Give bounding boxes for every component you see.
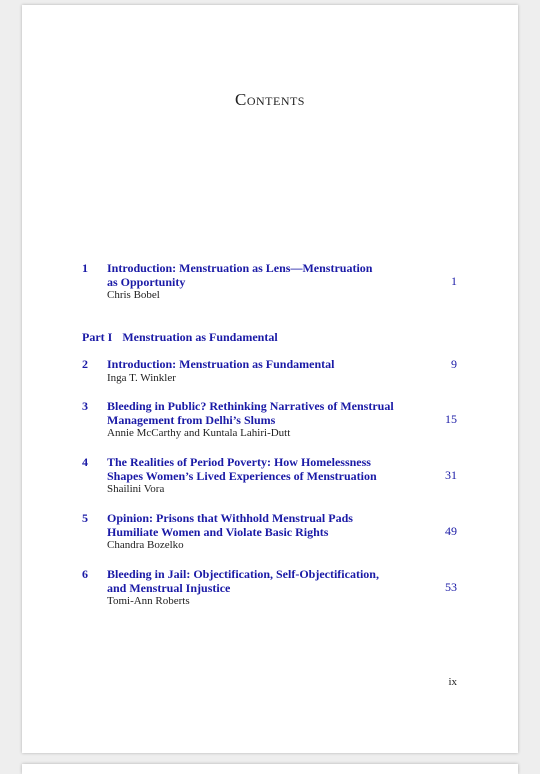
entry-number: 5 bbox=[82, 511, 88, 525]
part-label: Part I bbox=[82, 330, 113, 344]
entry-title[interactable] bbox=[107, 567, 407, 595]
entry-title-line: The Realities of Period Poverty: How Homelessness bbox=[107, 455, 371, 469]
entry-title[interactable] bbox=[107, 399, 407, 427]
entry-title-line: Introduction: Menstruation as Lens—Menstruation bbox=[107, 261, 373, 275]
entry-page-number[interactable]: 31 bbox=[445, 468, 457, 482]
entry-title-line: Bleeding in Jail: Objectification, Self-Objectification, bbox=[107, 567, 379, 581]
entry-author: Chris Bobel bbox=[107, 289, 160, 301]
entry-number: 2 bbox=[82, 357, 88, 371]
entry-number: 1 bbox=[82, 261, 88, 275]
entry-page-number[interactable]: 15 bbox=[445, 412, 457, 426]
entry-author: Inga T. Winkler bbox=[107, 372, 176, 384]
entry-number: 3 bbox=[82, 399, 88, 413]
page-folio: ix bbox=[448, 676, 457, 688]
entry-page-number[interactable]: 53 bbox=[445, 580, 457, 594]
entry-title-line: Introduction: Menstruation as Fundamental bbox=[107, 357, 335, 371]
entry-title-line: as Opportunity bbox=[107, 275, 186, 289]
entry-title-line: Bleeding in Public? Rethinking Narratives of Menstrual bbox=[107, 399, 394, 413]
entry-page-number[interactable]: 9 bbox=[451, 357, 457, 371]
next-page-edge bbox=[22, 764, 518, 774]
entry-author: Chandra Bozelko bbox=[107, 539, 184, 551]
entry-title-line: and Menstrual Injustice bbox=[107, 581, 231, 595]
entry-title-line: Shapes Women’s Lived Experiences of Menstruation bbox=[107, 469, 377, 483]
entry-page-number[interactable]: 49 bbox=[445, 524, 457, 538]
book-page bbox=[22, 5, 518, 753]
entry-author: Annie McCarthy and Kuntala Lahiri-Dutt bbox=[107, 427, 291, 439]
entry-title-line: Opinion: Prisons that Withhold Menstrual Pads bbox=[107, 511, 353, 525]
entry-title-line: Management from Delhi’s Slums bbox=[107, 413, 276, 427]
part-title: Menstruation as Fundamental bbox=[122, 330, 278, 344]
entry-number: 6 bbox=[82, 567, 88, 581]
entry-title[interactable] bbox=[107, 261, 407, 289]
entry-author: Shailini Vora bbox=[107, 483, 165, 495]
contents-heading: Contents bbox=[234, 90, 305, 109]
entry-author: Tomi-Ann Roberts bbox=[107, 595, 190, 607]
entry-number: 4 bbox=[82, 455, 88, 469]
entry-title-line: Humiliate Women and Violate Basic Rights bbox=[107, 525, 329, 539]
entry-title[interactable] bbox=[107, 455, 407, 483]
entry-title[interactable] bbox=[107, 511, 407, 539]
entry-title[interactable] bbox=[107, 357, 407, 371]
entry-page-number[interactable]: 1 bbox=[451, 274, 457, 288]
part-heading[interactable] bbox=[82, 330, 278, 344]
